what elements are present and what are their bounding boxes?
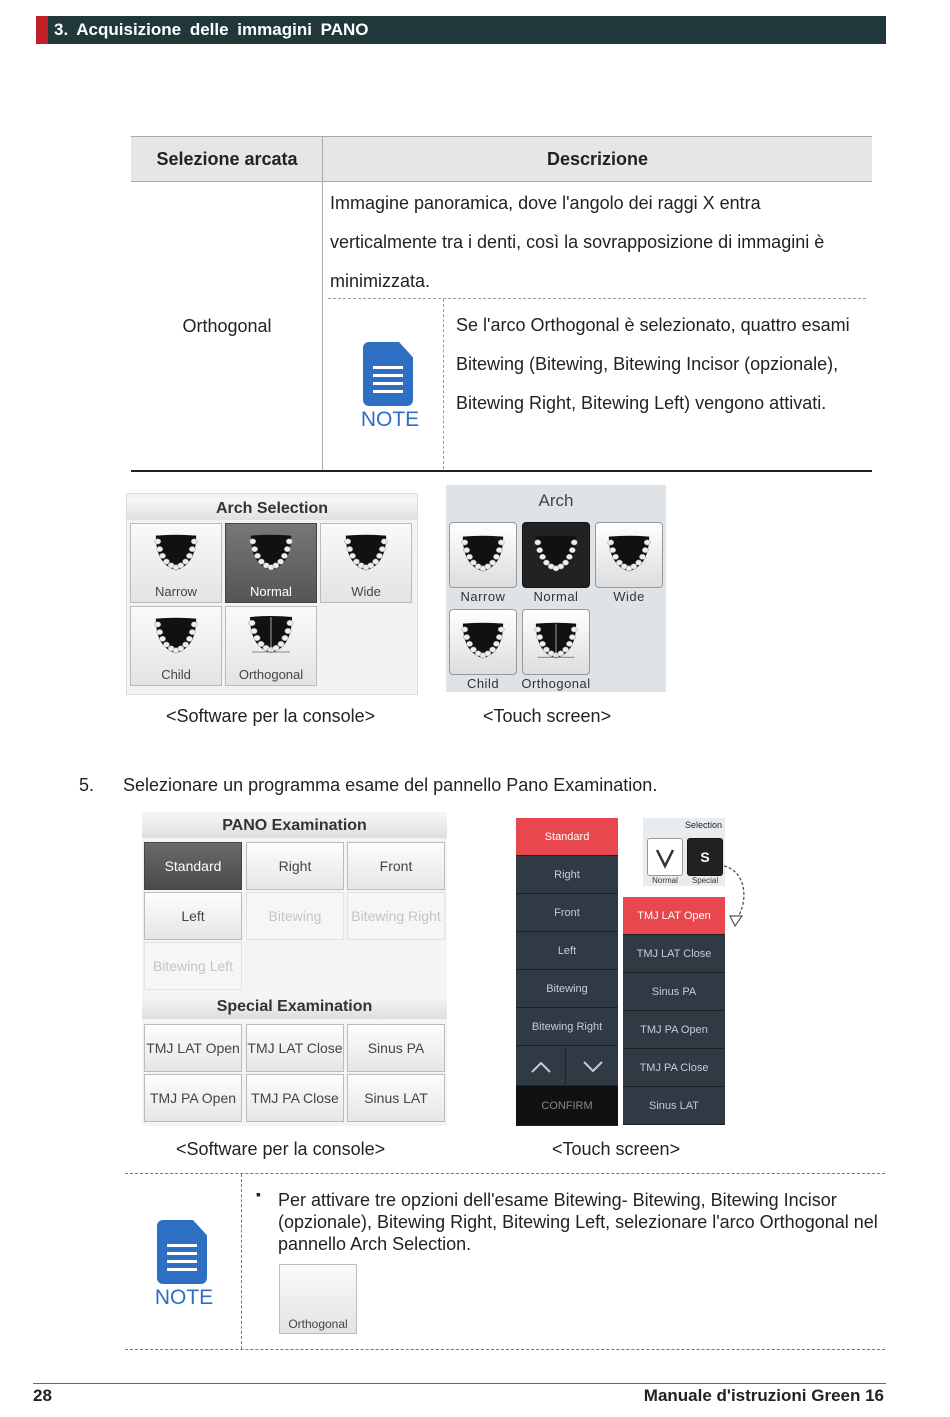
orthogonal-arch-icon [532, 618, 580, 662]
touch-pano-button-bitewing[interactable]: Bitewing [516, 970, 618, 1008]
arch-tile-label: Narrow [155, 584, 197, 599]
note2-vertical-divider [241, 1174, 242, 1349]
arch-touch-title: Arch [538, 491, 574, 510]
pano-button-left[interactable]: Left [144, 892, 242, 940]
chevron-up-icon [530, 1060, 552, 1074]
note-vertical-divider [443, 299, 444, 469]
arch-tile-child[interactable] [130, 606, 222, 686]
pano-button-bitewing-left[interactable]: Bitewing Left [144, 942, 242, 990]
special-button-tmj-lat-open[interactable]: TMJ LAT Open [144, 1024, 242, 1072]
arch-touch-caption: <Touch screen> [483, 706, 612, 726]
touch-pano-button-left[interactable]: Left [516, 932, 618, 970]
orthogonal-arch-icon [293, 1271, 343, 1313]
touch-arch-tile-child[interactable] [449, 609, 517, 675]
arch-tile-label: Wide [351, 584, 381, 599]
touch-pano-button-bitewing-right[interactable]: Bitewing Right [516, 1008, 618, 1046]
special-button-sinus-lat[interactable]: Sinus LAT [347, 1074, 445, 1122]
step-number: 5. [79, 775, 95, 795]
arch-tile-normal[interactable] [225, 523, 317, 603]
v-mark-icon [648, 842, 682, 872]
arch-tile-wide[interactable] [320, 523, 412, 603]
touch-arch-tile-label: Orthogonal [521, 676, 591, 691]
special-mode-button[interactable]: S [687, 838, 723, 876]
special-label: Special [691, 876, 719, 885]
touch-special-button-tmj-pa-close[interactable]: TMJ PA Close [623, 1049, 725, 1087]
note-text: Se l'arco Orthogonal è selezionato, quattro esami Bitewing (Bitewing, Bitewing Incisor (opzionale), Bitewing Right, Bitewing Left) vengono attivati. [456, 315, 850, 413]
touch-arch-tile-label: Wide [613, 589, 645, 604]
touch-special-button-tmj-lat-close[interactable]: TMJ LAT Close [623, 935, 725, 973]
touch-arch-tile-label: Normal [533, 589, 579, 604]
touch-arch-tile-normal[interactable] [522, 522, 590, 588]
touch-arch-tile-label: Narrow [460, 589, 506, 604]
orthogonal-arch-icon [246, 613, 296, 655]
touch-arch-tile-orthogonal[interactable] [522, 609, 590, 675]
bullet-icon: ▪ [256, 1186, 261, 1202]
curved-arrow-icon [722, 860, 758, 930]
page-number: 28 [33, 1386, 52, 1405]
note2-label: NOTE [154, 1286, 214, 1309]
child-arch-icon [152, 613, 200, 657]
chevron-down-icon [582, 1060, 604, 1074]
step-text: Selezionare un programma esame del pannello Pano Examination. [123, 775, 658, 795]
touch-arch-tile-narrow[interactable] [449, 522, 517, 588]
special-button-sinus-pa[interactable]: Sinus PA [347, 1024, 445, 1072]
arch-touch-panel [446, 485, 666, 692]
special-button-tmj-pa-close[interactable]: TMJ PA Close [246, 1074, 344, 1122]
touch-special-button-sinus-pa[interactable]: Sinus PA [623, 973, 725, 1011]
pano-touch-left-panel [516, 818, 618, 1126]
normal-arch-icon [532, 531, 580, 575]
touch-special-button-tmj-lat-open[interactable]: TMJ LAT Open [623, 897, 725, 935]
table-column-divider [322, 136, 323, 472]
arch-tile-label: Child [161, 667, 191, 682]
child-arch-icon [459, 618, 507, 662]
arch-tile-label: Normal [250, 584, 292, 599]
table-cell-description: Immagine panoramica, dove l'angolo dei raggi X entra verticalmente tra i denti, così la sovrapposizione di immagini è minimizzata. [330, 193, 825, 291]
table-header-row [131, 136, 872, 182]
note2-text: Per attivare tre opzioni dell'esame Bitewing- Bitewing, Bitewing Incisor (opzionale), Bitewing Right, Bitewing Left, selezionare l'arco Orthogonal nel pannello Arch Selection. [278, 1190, 878, 1254]
narrow-arch-icon [152, 530, 200, 574]
note-divider [328, 298, 866, 299]
section-header [36, 16, 886, 44]
normal-arch-icon [247, 530, 295, 574]
footer-rule [33, 1383, 886, 1384]
orthogonal-tile-label: Orthogonal [288, 1317, 348, 1331]
pano-button-standard[interactable]: Standard [144, 842, 242, 890]
arch-console-title: Arch Selection [127, 498, 417, 520]
table-header-arch: Selezione arcata [156, 149, 298, 169]
touch-arch-tile-wide[interactable] [595, 522, 663, 588]
normal-mode-button[interactable] [647, 838, 683, 876]
note-label: NOTE [360, 408, 420, 431]
manual-title: Manuale d'istruzioni Green 16 [643, 1386, 884, 1405]
pano-examination-console-panel [142, 812, 447, 1126]
touch-pano-button-standard[interactable]: Standard [516, 818, 618, 856]
scroll-up-button[interactable] [516, 1048, 566, 1086]
selection-title: Selection [684, 820, 722, 830]
note2-bottom-divider [125, 1349, 885, 1350]
table-cell-arch-name: Orthogonal [182, 316, 272, 336]
note2-top-divider [125, 1173, 885, 1174]
touch-pano-button-front[interactable]: Front [516, 894, 618, 932]
arch-tile-narrow[interactable] [130, 523, 222, 603]
table-header-description: Descrizione [546, 149, 649, 169]
section-title: 3. Acquisizione delle immagini PANO [54, 20, 369, 39]
note-icon [355, 342, 425, 438]
pano-touch-caption: <Touch screen> [552, 1139, 681, 1159]
pano-button-bitewing[interactable]: Bitewing [246, 892, 344, 940]
arch-tile-label: Orthogonal [238, 667, 304, 682]
wide-arch-icon [605, 531, 653, 575]
selection-panel [643, 818, 725, 886]
pano-touch-right-panel [623, 897, 725, 1125]
arch-tile-orthogonal[interactable] [225, 606, 317, 686]
touch-pano-button-right[interactable]: Right [516, 856, 618, 894]
pano-button-right[interactable]: Right [246, 842, 344, 890]
narrow-arch-icon [459, 531, 507, 575]
special-button-tmj-lat-close[interactable]: TMJ LAT Close [246, 1024, 344, 1072]
pano-button-front[interactable]: Front [347, 842, 445, 890]
wide-arch-icon [342, 530, 390, 574]
note2-icon [149, 1220, 219, 1316]
pano-console-caption: <Software per la console> [176, 1139, 386, 1159]
arch-table [131, 136, 872, 472]
normal-label: Normal [652, 876, 678, 885]
touch-arch-tile-label: Child [466, 676, 500, 691]
table-bottom-rule [131, 470, 872, 472]
arch-console-caption: <Software per la console> [166, 706, 376, 726]
confirm-button[interactable]: CONFIRM [516, 1086, 618, 1126]
touch-special-button-sinus-lat[interactable]: Sinus LAT [623, 1087, 725, 1125]
special-button-tmj-pa-open[interactable]: TMJ PA Open [144, 1074, 242, 1122]
scroll-down-button[interactable] [567, 1048, 618, 1086]
orthogonal-arch-tile [279, 1264, 357, 1334]
special-console-title: Special Examination [142, 995, 447, 1019]
pano-console-title: PANO Examination [142, 814, 447, 838]
header-accent [36, 16, 48, 44]
touch-special-button-tmj-pa-open[interactable]: TMJ PA Open [623, 1011, 725, 1049]
pano-button-bitewing-right[interactable]: Bitewing Right [347, 892, 445, 940]
arch-selection-console-panel [126, 493, 418, 695]
